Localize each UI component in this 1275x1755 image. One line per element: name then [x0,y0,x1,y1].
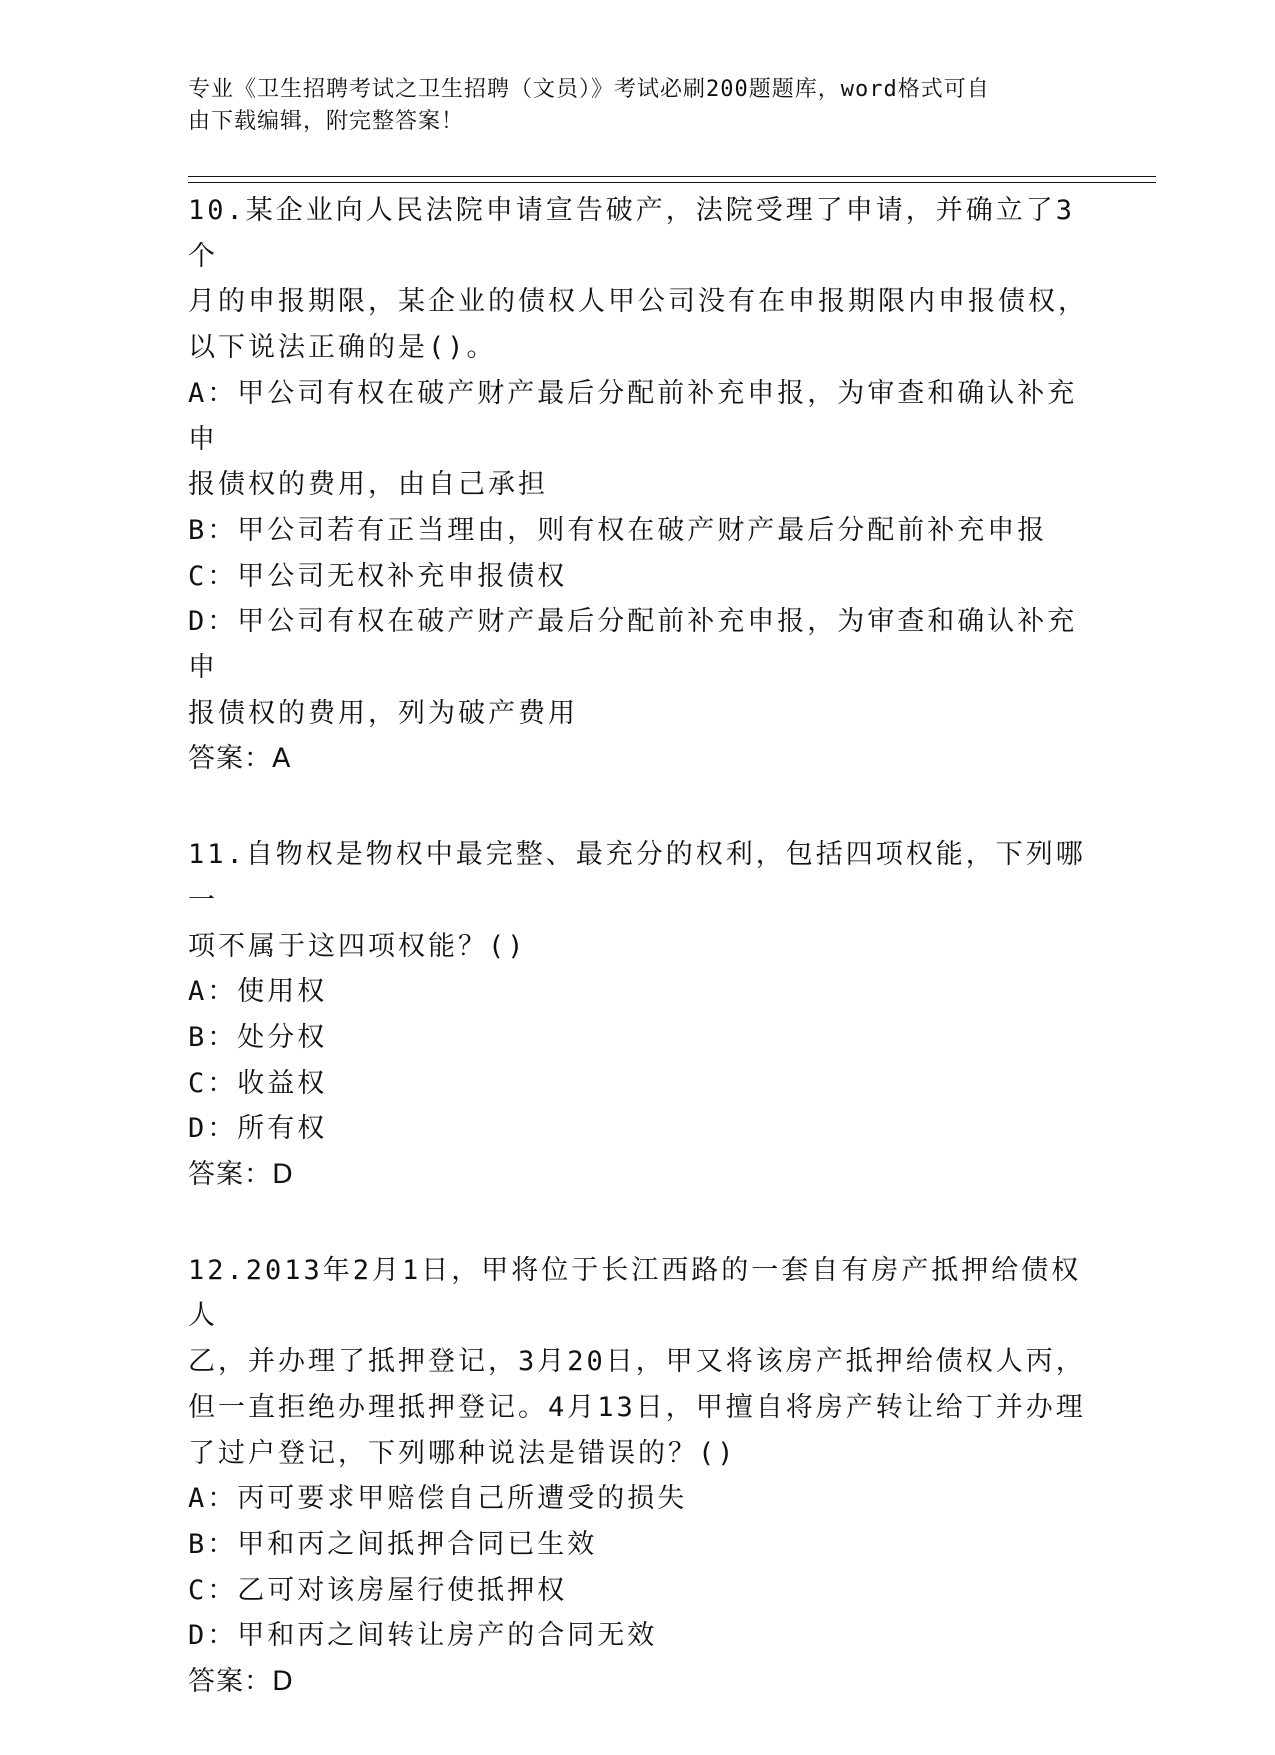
option-d-continued: 报债权的费用，列为破产费用 [188,697,578,729]
header-line-1: 专业《卫生招聘考试之卫生招聘（文员）》考试必刷200题题库，word格式可自 [188,77,990,102]
option-c: C：收益权 [188,1067,328,1099]
question-text-line: 11.自物权是物权中最完整、最充分的权利，包括四项权能，下列哪一 [188,839,1086,916]
question-10 [188,188,1088,782]
option-a: A：丙可要求甲赔偿自己所遭受的损失 [188,1483,688,1515]
question-list [188,188,1088,1755]
answer: 答案：A [188,743,292,775]
option-d: D：甲和丙之间转让房产的合同无效 [188,1620,658,1652]
option-c: C：甲公司无权补充申报债权 [188,560,568,592]
option-d: D：甲公司有权在破产财产最后分配前补充申报，为审查和确认补充申 [188,606,1078,684]
question-text-line: 以下说法正确的是()。 [188,332,497,364]
option-a-continued: 报债权的费用，由自己承担 [188,469,548,501]
answer: 答案：D [188,1666,294,1698]
header-line-2: 由下载编辑，附完整答案！ [188,109,465,134]
header-divider-bottom [188,182,1156,183]
question-text-line: 了过户登记，下列哪种说法是错误的？() [188,1437,737,1469]
option-c: C：乙可对该房屋行使抵押权 [188,1574,568,1606]
option-d: D：所有权 [188,1113,328,1145]
option-b: B：甲和丙之间抵押合同已生效 [188,1528,598,1560]
option-b: B：处分权 [188,1021,328,1053]
question-text-line: 但一直拒绝办理抵押登记。4月13日，甲擅自将房产转让给丁并办理 [188,1391,1086,1423]
answer: 答案：D [188,1159,294,1191]
question-11 [188,832,1088,1198]
question-text-line: 项不属于这四项权能？() [188,930,527,962]
question-12 [188,1248,1088,1705]
option-b: B：甲公司若有正当理由，则有权在破产财产最后分配前补充申报 [188,514,1048,546]
question-text-line: 10.某企业向人民法院申请宣告破产，法院受理了申请，并确立了3个 [188,195,1076,272]
document-header [188,74,1088,138]
option-a: A：甲公司有权在破产财产最后分配前补充申报，为审查和确认补充申 [188,377,1078,455]
question-text-line: 12.2013年2月1日，甲将位于长江西路的一套自有房产抵押给债权人 [188,1254,1082,1332]
option-a: A：使用权 [188,976,328,1008]
header-divider-top [188,176,1156,177]
question-text-line: 乙，并办理了抵押登记，3月20日，甲又将该房产抵押给债权人丙， [188,1346,1086,1378]
question-text-line: 月的申报期限，某企业的债权人甲公司没有在申报期限内申报债权， [188,286,1088,318]
